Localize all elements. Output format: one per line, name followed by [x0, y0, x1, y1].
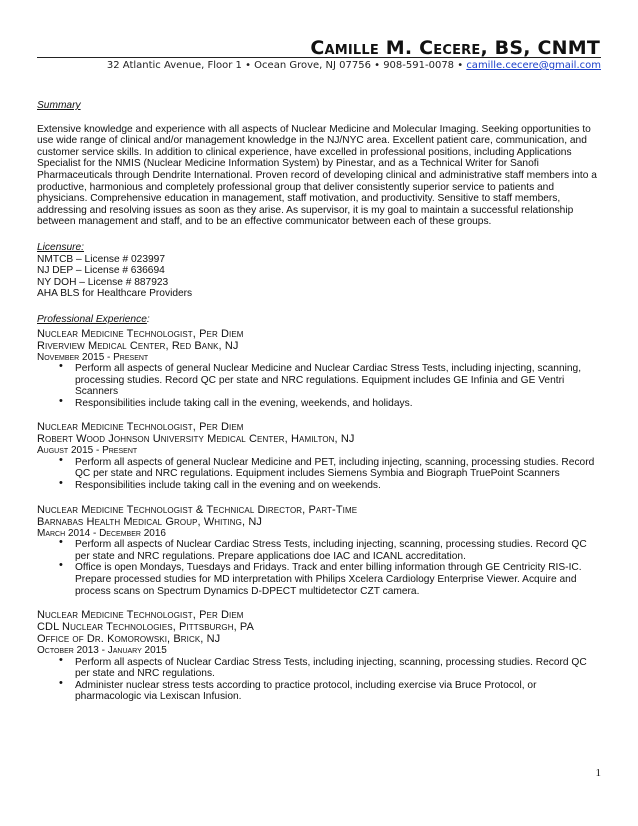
candidate-name: Camille M. Cecere, BS, CNMT — [310, 37, 600, 59]
resume-body — [37, 100, 603, 703]
job-bullet: • Responsibilities include taking call in the evening and on weekends. — [75, 480, 603, 492]
licensure-section — [37, 242, 603, 300]
job-bullet: • Perform all aspects of general Nuclear Medicine and Nuclear Cardiac Stress Tests, including injecting, scanning, processing studies. Record QC per state and NRC regulations. Equipment includes GE Infinia and GE Ventri Scanners — [75, 363, 603, 398]
experience-heading — [37, 314, 603, 326]
licensure-title: Licensure: — [37, 241, 85, 253]
job-bullet: • Perform all aspects of Nuclear Cardiac Stress Tests, including injecting, scanning, processing studies. Record QC per state and NRC regulations. Prepare applications doe IAC and ICANL accreditation. — [75, 539, 603, 562]
job-employer: CDL Nuclear Technologies, Pittsburgh, PA — [37, 621, 254, 634]
summary-text: Extensive knowledge and experience with all aspects of Nuclear Medicine and Molecular Imaging. Seeking opportunities to use wide range of clinical and/or management knowledge in the NJ/NYC area. Excellent patient care, communication, and customer service skills. In addition to clinical experience, have excelled in professional positions, including Applications Specialist for the NMIS (Nuclear Medicine Information System) by Pinestar, and as a Technical Writer for Sanofi Pharmaceuticals through Dendrite International. Proven record of developing clinical and administrative staff members into a productive, harmonious and completely professional group that deliver consistently superior service to patients and physicians. Comprehensive education in management, staff motivation, and productivity. Sensitive to staff members, addressing and resolving issues as soon as they arise. As supervisor, it is my goal to maintain a successful relationship between management and staff, and to be an effective communicator between each of these groups. — [37, 123, 597, 228]
contact-line — [107, 60, 601, 71]
job-bullets — [37, 657, 603, 703]
job-bullet: • Administer nuclear stress tests according to practice protocol, including exercise via Bruce Protocol, or pharmacologic via Lexiscan Infusion. — [75, 680, 603, 703]
job-employer: Robert Wood Johnson University Medical Center, Hamilton, NJ — [37, 433, 355, 446]
job-bullet: • Responsibilities include taking call in the evening, weekends, and holidays. — [75, 398, 603, 410]
job-office: Office of Dr. Komorowski, Brick, NJ — [37, 633, 221, 646]
job-bullets — [37, 539, 603, 597]
page-number: 1 — [595, 767, 601, 779]
job-dates: October 2013 - January 2015 — [37, 645, 167, 657]
contact-details: 32 Atlantic Avenue, Floor 1 • Ocean Grove, NJ 07756 • 908-591-0078 • — [106, 60, 464, 71]
job-employer: Riverview Medical Center, Red Bank, NJ — [37, 339, 239, 352]
job-entry — [37, 421, 603, 491]
license-item: AHA BLS for Healthcare Providers — [37, 288, 193, 300]
header-rule — [37, 57, 601, 58]
summary-title: Summary — [37, 100, 81, 111]
job-bullets — [37, 457, 603, 492]
experience-section — [37, 314, 603, 703]
job-bullet: • Perform all aspects of general Nuclear Medicine and PET, including injecting, scanning, processing studies. Record QC per state and NRC regulations. Equipment includes Siemens Symbia and Biograph TruePoint Scanners — [75, 457, 603, 480]
job-bullets — [37, 363, 603, 409]
job-entry — [37, 609, 603, 703]
job-entry — [37, 328, 603, 410]
job-bullet: • Perform all aspects of Nuclear Cardiac Stress Tests, including injecting, scanning, processing studies. Record QC per state and NRC regulations. — [75, 657, 603, 680]
job-title: Nuclear Medicine Technologist & Technical Director, Part-Time — [37, 503, 358, 516]
email-link[interactable]: camille.cecere@gmail.com — [466, 60, 601, 71]
job-dates: November 2015 - Present — [37, 351, 149, 363]
job-title: Nuclear Medicine Technologist, Per Diem — [37, 421, 244, 434]
license-item: NJ DEP – License # 636694 — [37, 265, 165, 277]
experience-title-suffix: : — [146, 313, 150, 325]
license-item: NMTCB – License # 023997 — [37, 253, 165, 265]
job-dates: March 2014 - December 2016 — [37, 527, 166, 539]
job-dates: August 2015 - Present — [37, 445, 138, 457]
job-list — [37, 328, 603, 704]
license-item: NY DOH – License # 887923 — [37, 276, 169, 288]
job-employer: Barnabas Health Medical Group, Whiting, NJ — [37, 515, 262, 528]
experience-title: Professional Experience — [37, 313, 147, 325]
job-entry — [37, 504, 603, 597]
job-title: Nuclear Medicine Technologist, Per Diem — [37, 327, 244, 340]
summary-section — [37, 100, 603, 228]
job-bullet: • Office is open Mondays, Tuesdays and Fridays. Track and enter billing information through GE Centricity RIS-IC. Prepare processed studies for MD interpretation with Philips Xcelera Cardiology Enterprise Viewer. Acquire and process scans on Spectrum Dynamics D-DPECT multidetector CZT camera. — [75, 562, 603, 597]
job-title: Nuclear Medicine Technologist, Per Diem — [37, 609, 244, 622]
